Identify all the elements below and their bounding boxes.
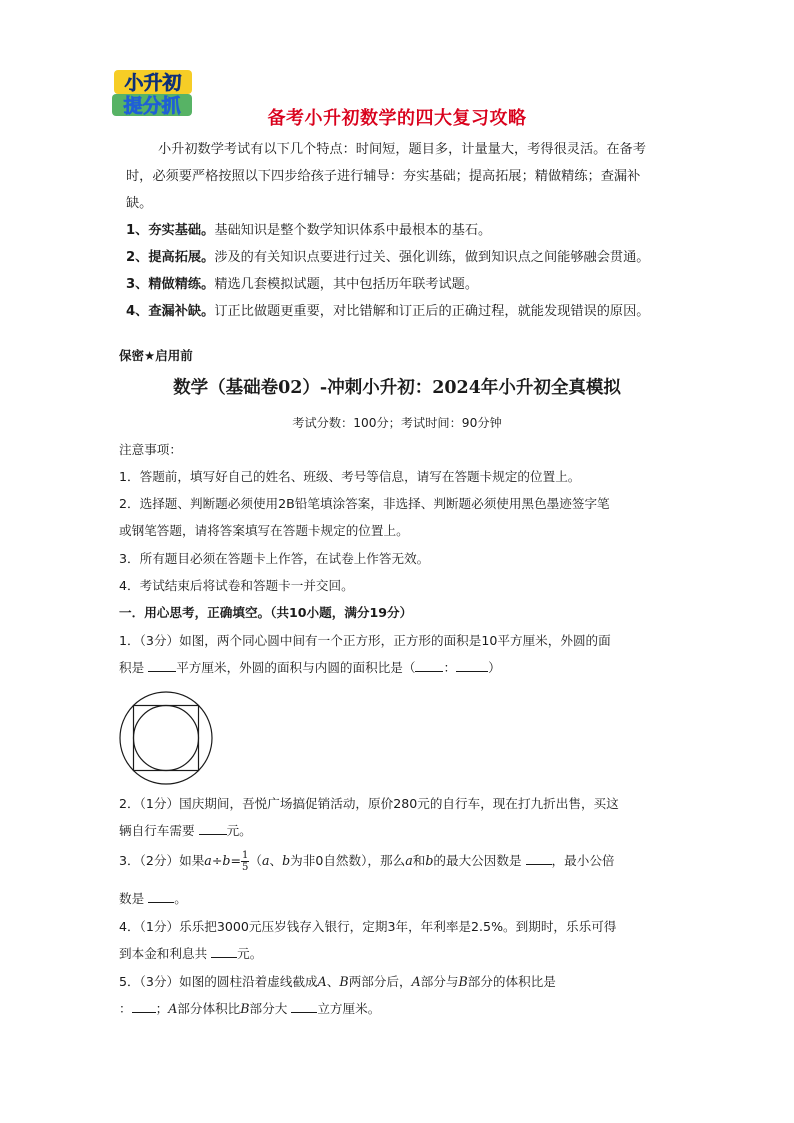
- q2-text: 元。: [226, 823, 252, 838]
- q3-text: 数是: [119, 891, 149, 906]
- q5-text: 、: [326, 974, 340, 989]
- logo-line1: 小升初: [124, 72, 182, 94]
- q4-text: 到本金和利息共: [119, 946, 212, 961]
- fraction-num: 1: [242, 850, 249, 861]
- q5-text: ；: [155, 1001, 169, 1016]
- q5-text: 两部分后，: [348, 974, 412, 989]
- q1-line-2: [119, 654, 689, 681]
- var-b: b: [425, 853, 434, 868]
- q3-text: 的最大公因数是: [433, 853, 526, 868]
- q5-line-2: [119, 995, 689, 1022]
- notes-heading: 注意事项：: [119, 442, 182, 457]
- q1-text: 积是: [119, 660, 149, 675]
- q3-line-2: [119, 885, 689, 912]
- q5-blank-ratio[interactable]: [132, 998, 156, 1013]
- tip-text: 基础知识是整个数学知识体系中最根本的基石。: [214, 223, 492, 238]
- note-3: 3．所有题目必须在答题卡上作答，在试卷上作答无效。: [119, 551, 430, 566]
- q1-colon: ：: [443, 660, 457, 675]
- intro-line-2: 时，必须要严格按照以下四步给孩子进行辅导：夯实基础；提高拓展；精做精练；查漏补: [126, 169, 641, 184]
- label-a: A: [317, 974, 327, 989]
- q1-blank-area[interactable]: [148, 657, 176, 672]
- q5-text: 部分与: [420, 974, 459, 989]
- fraction-den: 5: [242, 862, 249, 873]
- var-b: b: [222, 853, 231, 868]
- q3-text: 和: [412, 853, 426, 868]
- tip-2: [126, 244, 682, 271]
- note-4: 4．考试结束后将试卷和答题卡一并交回。: [119, 578, 354, 593]
- q1-text: 平方厘米，外圆的面积与内圆的面积比是（: [176, 660, 416, 675]
- q1-figure: [118, 690, 214, 786]
- var-a: a: [204, 853, 212, 868]
- label-b: B: [458, 974, 468, 989]
- q2-text: 辆自行车需要: [119, 823, 199, 838]
- q2-line-1: 2．（1分）国庆期间，吾悦广场搞促销活动，原价280元的自行车，现在打九折出售，买这: [119, 796, 619, 811]
- secret-mark: 保密★启用前: [119, 348, 193, 363]
- tip-3: [126, 271, 682, 298]
- tip-1: [126, 217, 682, 244]
- q3-line-1: [119, 847, 689, 874]
- q3-blank-lcm[interactable]: [148, 888, 174, 903]
- q5-line-1: [119, 968, 689, 995]
- tip-text: 涉及的有关知识点要进行过关、强化训练，做到知识点之间能够融会贯通。: [214, 250, 650, 265]
- note-2b: 或钢笔答题，请将答案填写在答题卡规定的位置上。: [119, 523, 409, 538]
- label-a: A: [411, 974, 421, 989]
- q5-text: 部分大: [249, 1001, 292, 1016]
- var-a: a: [405, 853, 413, 868]
- logo-line2: 提分抓: [123, 95, 181, 117]
- note-2a: 2．选择题、判断题必须使用2B铅笔填涂答案，非选择、判断题必须使用黑色墨迹签字笔: [119, 496, 610, 511]
- note-1: 1．答题前，填写好自己的姓名、班级、考号等信息，请写在答题卡规定的位置上。: [119, 469, 581, 484]
- q4-line-2: [119, 940, 689, 967]
- q5-text: 部分体积比: [177, 1001, 241, 1016]
- q1-line-1: 1．（3分）如图，两个同心圆中间有一个正方形，正方形的面积是10平方厘米，外圆的面: [119, 633, 611, 648]
- label-b: B: [339, 974, 349, 989]
- tip-text: 订正比做题更重要，对比错解和订正后的正确过程，就能发现错误的原因。: [214, 304, 650, 319]
- q3-text: ，最小公倍: [551, 853, 615, 868]
- op-eq: =: [230, 853, 241, 868]
- q1-blank-ratio-2[interactable]: [456, 657, 488, 672]
- q3-text: 为非0自然数），那么: [290, 853, 406, 868]
- tip-text: 精选几套模拟试题，其中包括历年联考试题。: [214, 277, 479, 292]
- q3-text: （: [249, 853, 262, 868]
- q4-text: 元。: [237, 946, 263, 961]
- var-b: b: [282, 853, 291, 868]
- page-title: 备考小升初数学的四大复习攻略: [267, 108, 527, 129]
- q5-blank-diff[interactable]: [291, 998, 317, 1013]
- label-a: A: [168, 1001, 178, 1016]
- q3-text: 。: [174, 891, 187, 906]
- q2-line-2: [119, 817, 689, 844]
- tip-4: [126, 298, 682, 325]
- q3-blank-gcd[interactable]: [526, 850, 552, 865]
- exam-info: 考试分数：100分；考试时间：90分钟: [292, 416, 502, 430]
- section-1-heading: 一．用心思考，正确填空。（共10小题，满分19分）: [119, 605, 413, 620]
- q5-text: 5．（3分）如图的圆柱沿着虚线截成: [119, 974, 318, 989]
- tip-label: 2、提高拓展。: [126, 250, 215, 265]
- q3-text: 、: [269, 853, 283, 868]
- q4-line-1: 4．（1分）乐乐把3000元压岁钱存入银行，定期3年，年利率是2.5%。到期时，乐乐可得: [119, 919, 617, 934]
- label-b: B: [240, 1001, 250, 1016]
- tip-label: 3、精做精练。: [126, 277, 215, 292]
- intro-line-3: 缺。: [126, 196, 153, 211]
- var-a: a: [261, 853, 270, 868]
- op-div: ÷: [211, 853, 223, 868]
- q4-blank[interactable]: [211, 943, 237, 958]
- q2-blank[interactable]: [199, 820, 227, 835]
- exam-title: 数学（基础卷02）-冲刺小升初：2024年小升初全真模拟: [173, 378, 621, 398]
- q5-text: ：: [119, 1001, 132, 1016]
- q5-text: 立方厘米。: [317, 1001, 381, 1016]
- q1-blank-ratio-1[interactable]: [415, 657, 443, 672]
- tip-label: 4、查漏补缺。: [126, 304, 215, 319]
- q1-text: ）: [488, 660, 501, 675]
- intro-line-1: 小升初数学考试有以下几个特点：时间短，题目多，计量量大，考得很灵活。在备考: [158, 142, 646, 157]
- q5-text: 部分的体积比是: [467, 974, 556, 989]
- inner-circle: [134, 706, 199, 771]
- q3-text: 3．（2分）如果: [119, 853, 205, 868]
- tip-label: 1、夯实基础。: [126, 223, 215, 238]
